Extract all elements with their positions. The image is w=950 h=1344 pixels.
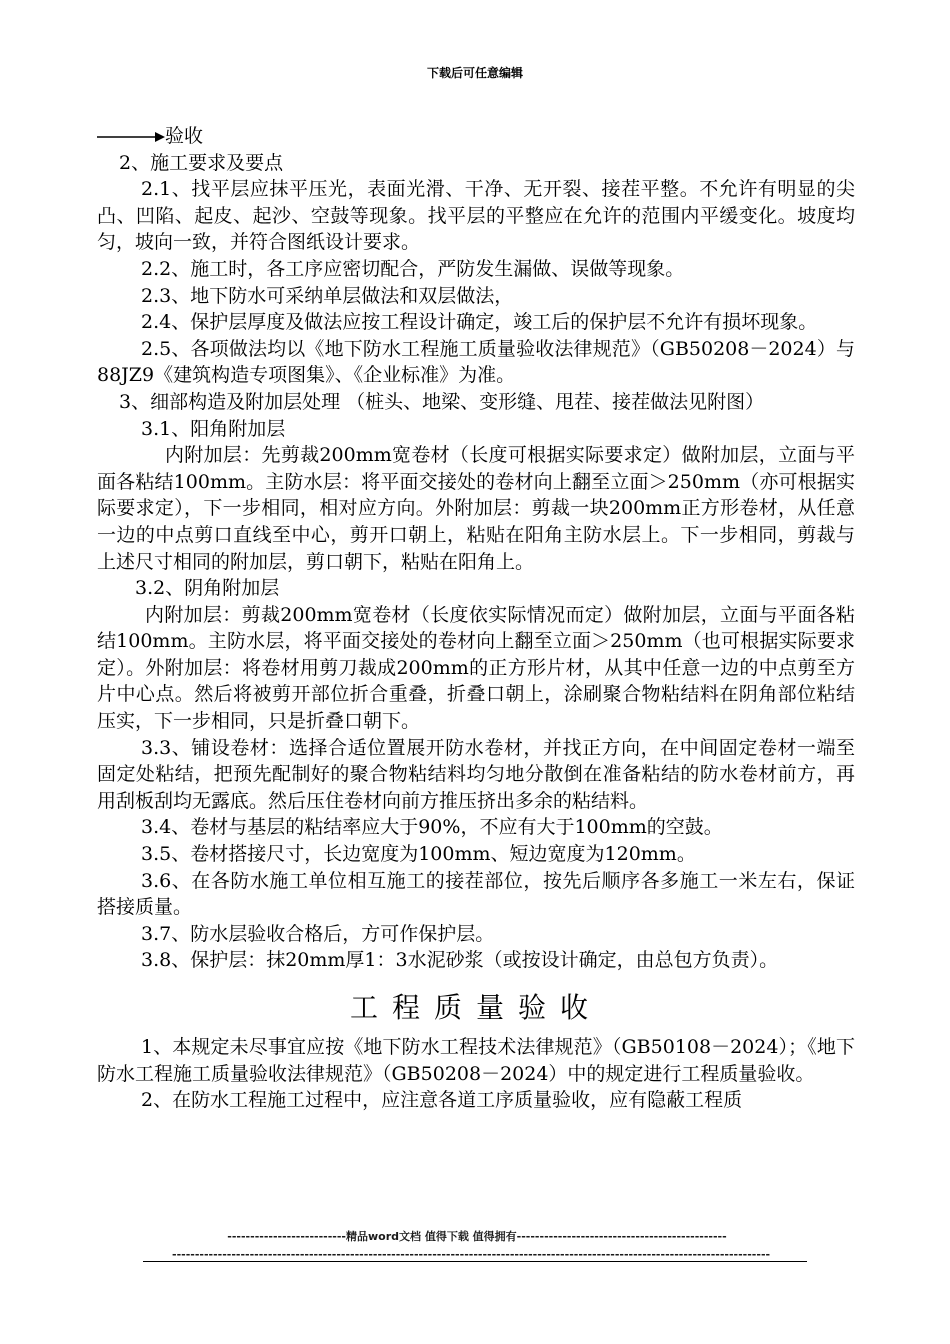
paragraph-2-2: 2.2、施工时，各工序应密切配合，严防发生漏做、误做等现象。 [141, 257, 685, 280]
quality-paragraph-1: 1、本规定未尽事宜应按《地下防水工程技术法律规范》（GB50108－2024）；《地下防水工程施工质量验收法律规范》（GB50208－2024）中的规定进行工程质量验收。 [97, 1036, 855, 1085]
paragraph-3-4: 3.4、卷材与基层的粘结率应大于90%，不应有大于100mm的空鼓。 [141, 816, 723, 839]
document-body [97, 123, 855, 1114]
acceptance-line [97, 123, 855, 150]
paragraph-3-2-title: 3.2、阴角附加层 [135, 577, 280, 600]
arrow-icon [97, 131, 165, 143]
paragraph-3-1-body: 内附加层：先剪裁200mm宽卷材（长度可根据实际要求定）做附加层，立面与平面各粘结100mm。主防水层：将平面交接处的卷材向上翻至立面＞250mm（亦可根据实际要求定），下一步相同，相对应方向。外附加层：剪裁一块200mm正方形卷材，从任意一边的中点剪口直线至中心，剪开口朝上，粘贴在阳角主防水层上。下一步相同，剪裁与上述尺寸相同的附加层，剪口朝下，粘贴在阳角上。 [97, 444, 855, 573]
footer-line-2: ----------------------------------------------------------------------------------------------------------------------------------- [172, 1248, 771, 1261]
paragraph-3-5: 3.5、卷材搭接尺寸，长边宽度为100mm、短边宽度为120mm。 [141, 843, 696, 866]
section-3-title: 3、细部构造及附加层处理 （桩头、地梁、变形缝、甩茬、接茬做法见附图） [119, 390, 765, 413]
page-footer [172, 1228, 782, 1264]
footer-divider [143, 1261, 807, 1262]
paragraph-3-3: 3.3、铺设卷材：选择合适位置展开防水卷材，并找正方向，在中间固定卷材一端至固定处粘结，把预先配制好的聚合物粘结料均匀地分散倒在准备粘结的防水卷材前方，再用刮板刮均无露底。然后压住卷材向前方推压挤出多余的粘结料。 [97, 736, 855, 812]
paragraph-3-7: 3.7、防水层验收合格后，方可作保护层。 [141, 922, 495, 945]
acceptance-text: 验收 [165, 125, 204, 147]
quality-paragraph-2: 2、在防水工程施工过程中，应注意各道工序质量验收，应有隐蔽工程质 [141, 1089, 743, 1112]
paragraph-3-2-body: 内附加层：剪裁200mm宽卷材（长度依实际情况而定）做附加层，立面与平面各粘结100mm。主防水层，将平面交接处的卷材向上翻至立面＞250mm（也可根据实际要求定）。外附加层：将卷材用剪刀裁成200mm的正方形片材，从其中任意一边的中点剪至方片中心点。然后将被剪开部位折合重叠，折叠口朝上，涂刷聚合物粘结料在阴角部位粘结压实，下一步相同，只是折叠口朝下。 [97, 603, 855, 733]
paragraph-3-8: 3.8、保护层：抹20mm厚1：3水泥砂浆（或按设计确定，由总包方负责）。 [141, 949, 779, 972]
section-title: 工程质量验收 [349, 991, 602, 1024]
paragraph-3-6: 3.6、在各防水施工单位相互施工的接茬部位，按先后顺序各多施工一米左右，保证搭接质量。 [97, 869, 855, 919]
footer-line-1: --------------------------精品word文档 值得下载 值得拥有---------------------------------------------- [227, 1230, 727, 1243]
paragraph-2-5: 2.5、各项做法均以《地下防水工程施工质量验收法律规范》（GB50208－2024）与88JZ9《建筑构造专项图集》、《企业标准》为准。 [97, 337, 855, 387]
section-2-title: 2、施工要求及要点 [119, 151, 284, 174]
paragraph-2-4: 2.4、保护层厚度及做法应按工程设计确定，竣工后的保护层不允许有损坏现象。 [141, 311, 818, 334]
paragraph-3-1-title: 3.1、阳角附加层 [141, 417, 286, 440]
paragraph-2-1: 2.1、找平层应抹平压光，表面光滑、干净、无开裂、接茬平整。不允许有明显的尖凸、凹陷、起皮、起沙、空鼓等现象。找平层的平整应在允许的范围内平缓变化。坡度均匀，坡向一致，并符合图纸设计要求。 [97, 178, 855, 254]
paragraph-2-3: 2.3、地下防水可采纳单层做法和双层做法， [141, 284, 514, 307]
page-header: 下载后可任意编辑 [426, 66, 523, 80]
